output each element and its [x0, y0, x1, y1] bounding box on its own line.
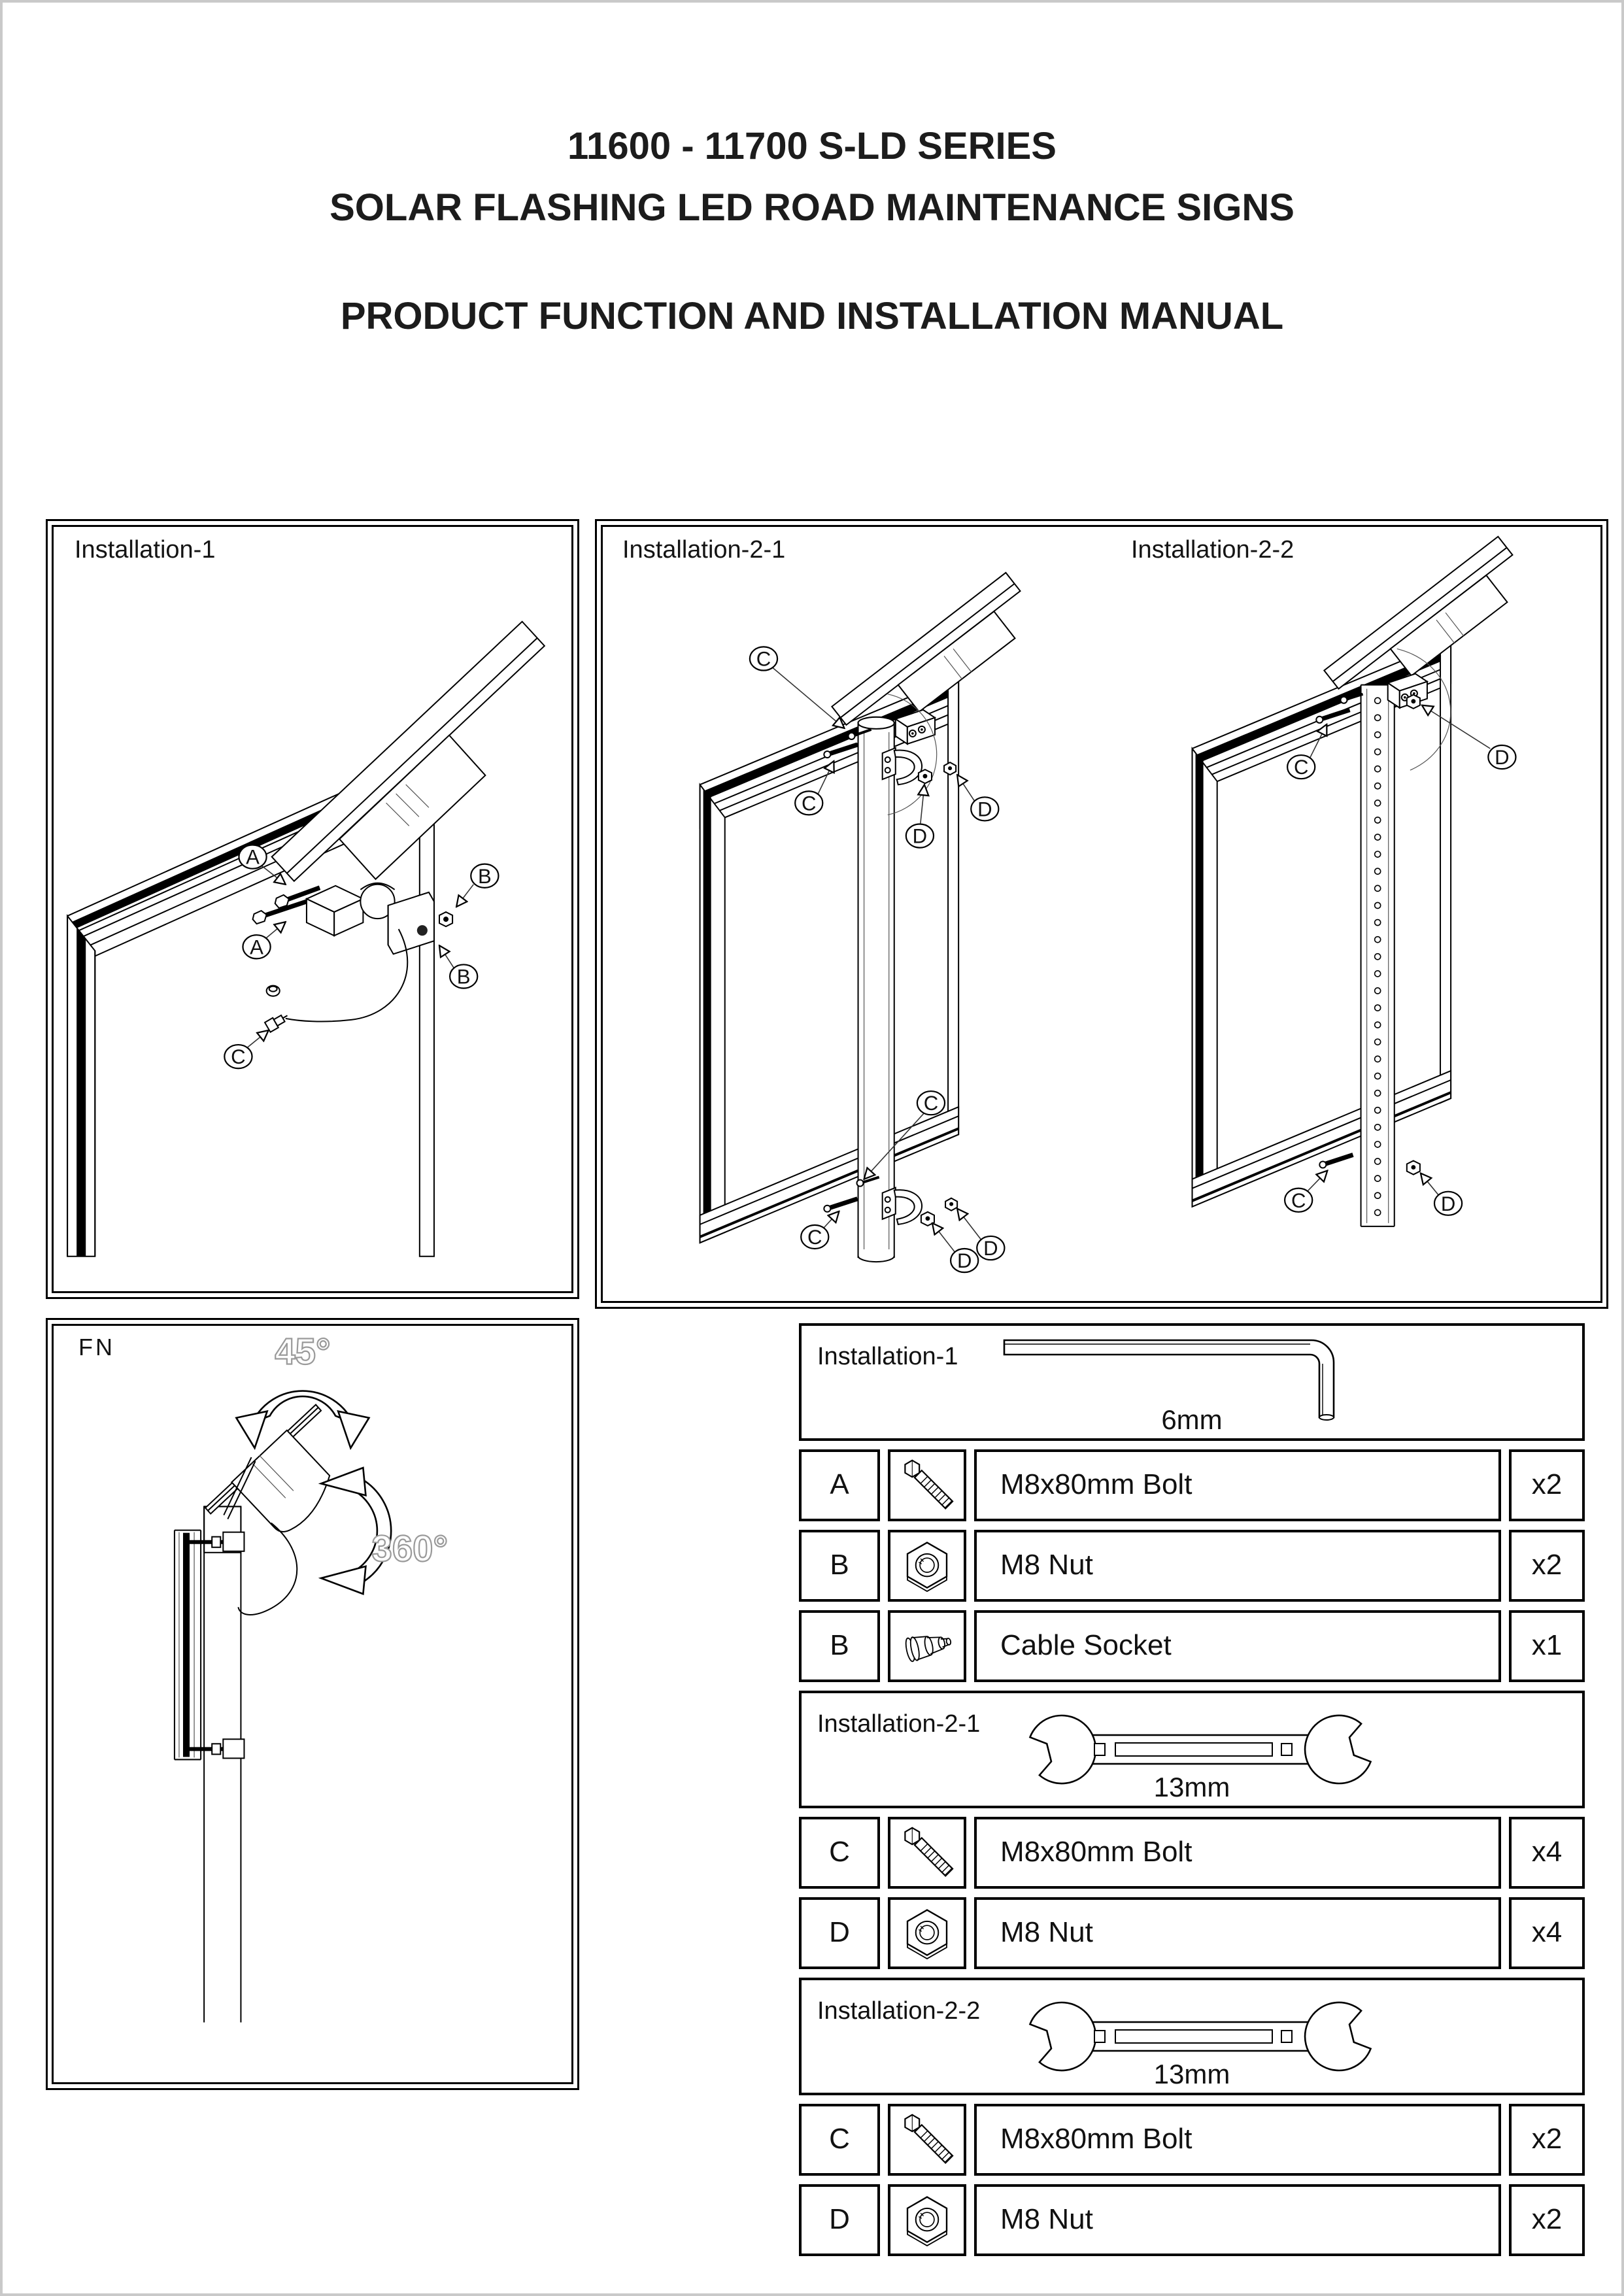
parts-row: [799, 2184, 1585, 2256]
svg-text:B: B: [477, 864, 492, 888]
parts-row: [799, 1610, 1585, 1682]
part-name-cell: M8 Nut: [974, 1530, 1501, 1602]
part-icon-cell: [888, 1897, 966, 1969]
part-icon-cell: [888, 1530, 966, 1602]
part-qty-cell: x1: [1509, 1610, 1585, 1682]
callout-b-1: [471, 864, 498, 888]
part-letter-cell: C: [799, 2104, 880, 2176]
section-label: Installation-2-1: [817, 1710, 981, 1738]
part-name-cell: M8 Nut: [974, 1897, 1501, 1969]
fn-label: FN: [78, 1334, 115, 1360]
product-title: SOLAR FLASHING LED ROAD MAINTENANCE SIGNS: [330, 186, 1294, 229]
part-name-cell: M8x80mm Bolt: [974, 1449, 1501, 1521]
part-icon-cell: [888, 1449, 966, 1521]
manual-subtitle: PRODUCT FUNCTION AND INSTALLATION MANUAL: [340, 295, 1284, 337]
part-icon-cell: [888, 1610, 966, 1682]
part-qty-cell: x4: [1509, 1897, 1585, 1969]
svg-text:C: C: [1291, 1189, 1306, 1212]
svg-text:A: A: [246, 845, 260, 869]
svg-text:D: D: [977, 798, 992, 821]
cable-plug: [265, 1011, 290, 1032]
series-title: 11600 - 11700 S-LD SERIES: [567, 125, 1057, 167]
tool-size: 13mm: [1153, 1772, 1230, 1802]
installation-2-frame: [601, 525, 1602, 1303]
callout-b-2: [450, 964, 477, 988]
installation-2-1-label: Installation-2-1: [622, 536, 786, 564]
svg-text:C: C: [923, 1092, 939, 1115]
svg-text:B: B: [456, 965, 471, 988]
svg-text:D: D: [983, 1237, 998, 1260]
svg-text:D: D: [1495, 746, 1510, 769]
parts-row: [799, 1449, 1585, 1521]
callout-a-2: [243, 935, 270, 958]
fn-frame: [52, 1324, 573, 2084]
cable-socket-icon: [894, 1613, 960, 1679]
installation-2-drawing: [603, 527, 1600, 1301]
hex-nut-icon: [894, 2187, 960, 2253]
installation-2-2-sketch: [1193, 537, 1516, 1226]
swivel-angle-text: 360°: [371, 1527, 448, 1569]
part-icon-cell: [888, 2104, 966, 2176]
part-qty-cell: x2: [1509, 2104, 1585, 2176]
callout-c-1: [224, 1045, 252, 1068]
tool-size: 6mm: [1161, 1404, 1223, 1435]
part-letter-cell: A: [799, 1449, 880, 1521]
svg-text:C: C: [756, 647, 771, 671]
cable-socket-part: [267, 986, 280, 996]
installation-2-panel: [595, 519, 1608, 1309]
parts-section-header-installation-1: [799, 1323, 1585, 1441]
hex-nut-icon: [894, 1533, 960, 1598]
part-qty-cell: x2: [1509, 2184, 1585, 2256]
parts-section-header-installation-2-2: [799, 1978, 1585, 2095]
installation-1-frame: [52, 525, 573, 1293]
svg-text:D: D: [1440, 1192, 1456, 1215]
part-icon-cell: [888, 2184, 966, 2256]
parts-section-header-installation-2-1: [799, 1691, 1585, 1808]
fn-panel: [46, 1318, 579, 2090]
part-letter-cell: D: [799, 2184, 880, 2256]
part-name-cell: M8x80mm Bolt: [974, 2104, 1501, 2176]
section-label: Installation-1: [817, 1343, 958, 1370]
parts-row: [799, 1817, 1585, 1889]
hex-bolt-icon: [894, 1453, 960, 1518]
installation-1-label: Installation-1: [75, 536, 216, 564]
parts-table: [799, 1323, 1585, 2256]
section-label: Installation-2-2: [817, 1997, 981, 2025]
part-letter-cell: C: [799, 1817, 880, 1889]
part-name-cell: M8 Nut: [974, 2184, 1501, 2256]
part-letter-cell: B: [799, 1610, 880, 1682]
part-qty-cell: x2: [1509, 1449, 1585, 1521]
parts-row: [799, 1897, 1585, 1969]
installation-2-2-label: Installation-2-2: [1131, 536, 1294, 564]
part-qty-cell: x4: [1509, 1817, 1585, 1889]
parts-row: [799, 1530, 1585, 1602]
svg-text:A: A: [250, 936, 263, 959]
part-qty-cell: x2: [1509, 1530, 1585, 1602]
tilt-angle-text: 45°: [275, 1330, 331, 1372]
svg-text:C: C: [231, 1045, 246, 1069]
part-icon-cell: [888, 1817, 966, 1889]
hex-bolt-icon: [894, 1820, 960, 1885]
svg-text:C: C: [1293, 756, 1309, 779]
parts-row: [799, 2104, 1585, 2176]
installation-2-1-sketch: [700, 573, 1021, 1272]
hex-nut-icon: [894, 1900, 960, 1966]
fn-drawing: [54, 1326, 571, 2082]
hex-bolt-icon: [894, 2107, 960, 2172]
part-letter-cell: B: [799, 1530, 880, 1602]
installation-1-panel: [46, 519, 579, 1299]
part-name-cell: M8x80mm Bolt: [974, 1817, 1501, 1889]
svg-text:D: D: [956, 1249, 972, 1273]
callout-a-1: [239, 845, 266, 868]
svg-text:C: C: [802, 792, 817, 815]
svg-text:C: C: [807, 1225, 822, 1249]
tool-size: 13mm: [1153, 2059, 1230, 2089]
installation-1-drawing: [54, 527, 571, 1291]
part-name-cell: Cable Socket: [974, 1610, 1501, 1682]
part-letter-cell: D: [799, 1897, 880, 1969]
svg-text:D: D: [912, 824, 928, 848]
